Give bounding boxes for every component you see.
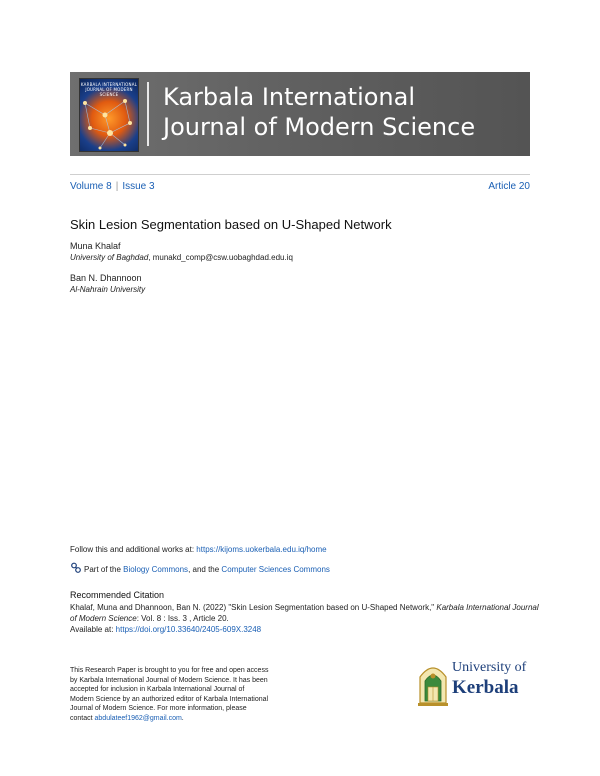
author-affiliation [70, 285, 145, 294]
meta-separator: | [115, 181, 119, 192]
citation-journal: Karbala International Journal of Modern Science [70, 603, 539, 623]
follow-prefix: Follow this and additional works at: [70, 545, 197, 554]
biology-commons-link[interactable]: Biology Commons [123, 565, 189, 574]
available-label: Available at: [70, 625, 116, 634]
follow-line [70, 545, 327, 554]
journal-title-line2: Journal of Modern Science [163, 113, 476, 141]
journal-title [163, 82, 475, 142]
logo-text-bottom: Kerbala [452, 677, 519, 698]
notice-contact [70, 714, 310, 724]
computer-sciences-commons-link[interactable]: Computer Sciences Commons [221, 565, 330, 574]
notice-line: by Karbala International Journal of Modern Science. It has been [70, 676, 268, 684]
citation-details: : Vol. 8 : Iss. 3 , Article 20. [136, 614, 229, 623]
notice-line: Modern Science by an authorized editor of Karbala International [70, 695, 269, 703]
part-of-middle: , and the [188, 565, 222, 574]
author-affiliation [70, 253, 293, 262]
university-logo [416, 657, 536, 707]
affiliation-name: University of Baghdad [70, 253, 149, 262]
meta-divider [70, 174, 530, 175]
journal-cover-image [79, 78, 139, 152]
citation-text [70, 602, 540, 635]
notice-line: Journal of Modern Science. For more information, please [70, 705, 247, 713]
logo-text-top: University of [452, 660, 527, 675]
notice-line: accepted for inclusion in Karbala International Journal of [70, 686, 245, 694]
affiliation-name: Al-Nahrain University [70, 285, 146, 294]
journal-banner [70, 72, 530, 156]
repository-link[interactable]: https://kijoms.uokerbala.edu.iq/home [196, 545, 327, 554]
network-commons-icon [70, 562, 82, 574]
banner-divider [147, 82, 149, 146]
issue-meta [70, 181, 530, 192]
contact-prefix: contact [70, 714, 95, 722]
contact-end: . [181, 714, 184, 722]
issue-link[interactable]: Issue 3 [122, 181, 155, 192]
article-link[interactable]: Article 20 [488, 181, 530, 192]
citation-body: Khalaf, Muna and Dhannoon, Ban N. (2022) "Skin Lesion Segmentation based on U-Shaped Network," [70, 603, 437, 612]
notice-line: This Research Paper is brought to you for free and open access [70, 667, 269, 674]
journal-title-line1: Karbala International [163, 83, 416, 111]
recommended-citation-heading: Recommended Citation [70, 590, 165, 600]
cover-title: KARBALA INTERNATIONAL JOURNAL OF MODERN SCIENCE [80, 82, 138, 97]
volume-link[interactable]: Volume 8 [70, 181, 112, 192]
contact-email-link[interactable]: abdulateef1962@gmail.com [94, 714, 182, 722]
author-name: Ban N. Dhannoon [70, 273, 142, 283]
part-of-prefix: Part of the [84, 565, 124, 574]
access-notice [70, 666, 310, 724]
university-emblem-icon [416, 657, 450, 707]
part-of-line [70, 562, 330, 574]
paper-title: Skin Lesion Segmentation based on U-Shaped Network [70, 217, 392, 232]
doi-link[interactable]: https://doi.org/10.33640/2405-609X.3248 [115, 625, 262, 634]
author-name: Muna Khalaf [70, 241, 121, 251]
author-email: , munakd_comp@csw.uobaghdad.edu.iq [148, 253, 293, 262]
cover-network-graphic [80, 93, 138, 151]
